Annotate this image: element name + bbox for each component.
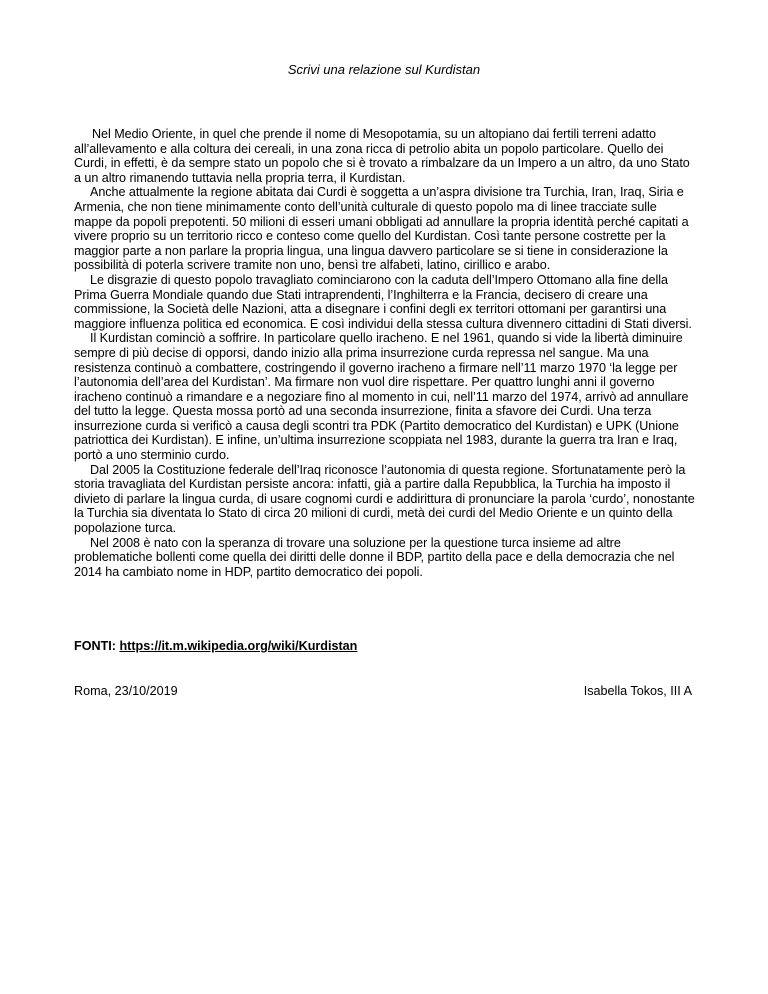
author-signature: Isabella Tokos, III A (583, 684, 692, 698)
paragraph-3: Le disgrazie di questo popolo travagliato cominciarono con la caduta dell’Impero Ottomano alla fine della Prima Guerra Mondiale quando due Stati intraprendenti, l’Inghilterra e la Francia, decisero di creare una commissione, la Società delle Nazioni, atta a disegnare i confini degli ex territori ottomani per garantirsi una maggiore influenza politica ed economica. E così individui della stessa cultura divennero cittadini di Stati diversi. (74, 272, 692, 331)
paragraph-1: Nel Medio Oriente, in quel che prende il nome di Mesopotamia, su un altopiano dai fertili terreni adatto all’allevamento e alla coltura dei cereali, in una zona ricca di petrolio abita un popolo particolare. Quello dei Curdi, in effetti, è da sempre stato un popolo che si è trovato a rimbalzare da un Impero a un altro, da uno Stato a un altro rimanendo tuttavia nella propria terra, il Kurdistan. (74, 127, 690, 185)
document-title: Scrivi una relazione sul Kurdistan (287, 62, 481, 77)
place-date: Roma, 23/10/2019 (74, 684, 178, 698)
sources-line (74, 638, 357, 654)
paragraph-6: Nel 2008 è nato con la speranza di trovare una soluzione per la questione turca insieme ad altre problematiche bollenti come quella dei diritti delle donne il BDP, partito della pace e della democrazia che nel 2014 ha cambiato nome in HDP, partito democratico dei popoli. (74, 535, 675, 579)
sources-label: FONTI: (74, 639, 120, 653)
document-body (74, 127, 696, 579)
paragraph-4: Il Kurdistan cominciò a soffrire. In particolare quello iracheno. E nel 1961, quando si vide la libertà diminuire sempre di più decise di opporsi, dando inizio alla prima insurrezione curda repressa nel sangue. Ma una resistenza continuò a combattere, costringendo il governo iracheno a firmare nell’11 marzo 1970 ‘la legge per l’autonomia dell’area del Kurdistan’. Ma firmare non vuol dire rispettare. Per quattro lunghi anni il governo iracheno continuò a rimandare e a negoziare fino al momento in cui, nell’11 marzo del 1974, arrivò ad annullare del tutto la legge. Questa mossa portò ad una seconda insurrezione, finita a sfavore dei Curdi. Una terza insurrezione curda si verificò a causa degli scontri tra PDK (Partito democratico del Kurdistan) e UPK (Unione patriottica dei Kurdistan). E infine, un’ultima insurrezione scoppiata nel 1983, durante la guerra tra Iran e Iraq, portò a uno sterminio curdo. (74, 331, 689, 463)
paragraph-5: Dal 2005 la Costituzione federale dell’Iraq riconosce l’autonomia di questa regione. Sfortunatamente però la storia travagliata del Kurdistan persiste ancora: infatti, già a partire dalla Repubblica, la Turchia ha imposto il divieto di parlare la lingua curda, di usare cognomi curdi e addirittura di pronunciare la parola ‘curdo’, nonostante la Turchia sia diventata lo Stato di circa 20 milioni di curdi, metà dei curdi del Medio Oriente e un quinto della popolazione turca. (74, 462, 695, 536)
sources-link[interactable]: https://it.m.wikipedia.org/wiki/Kurdistan (119, 639, 358, 653)
paragraph-2: Anche attualmente la regione abitata dai Curdi è soggetta a un’aspra divisione tra Turchia, Iran, Iraq, Siria e Armenia, che non tiene minimamente conto dell’unità culturale di questo popolo ma di linee tracciate sulle mappe da popoli prepotenti. 50 milioni di esseri umani obbligati ad annullare la propria identità perché capitati a vivere proprio su un territorio ricco e conteso come quello del Kurdistan. Così tante persone costrette per la maggior parte a non parlare la propria lingua, una lingua davvero particolare se si tiene in considerazione la possibilità di poterla scrivere tramite non uno, bensì tre alfabeti, latino, cirillico e arabo. (74, 185, 689, 273)
